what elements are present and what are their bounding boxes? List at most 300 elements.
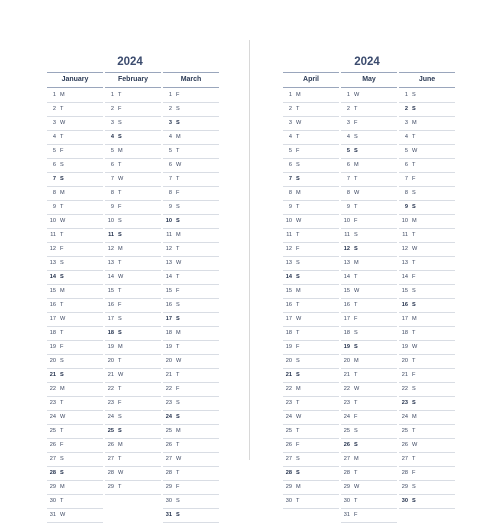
weekday-letter: S [412,92,416,98]
day-number: 6 [288,162,292,168]
weekday-letter: F [296,344,300,350]
day-number: 21 [165,372,172,378]
day-number: 20 [49,358,56,364]
weekday-letter: M [176,134,181,140]
weekday-letter: M [118,344,123,350]
day-number: 25 [343,428,350,434]
weekday-letter: S [354,148,358,154]
weekday-letter: F [118,400,122,406]
day-row [399,467,455,481]
day-number: 4 [168,134,172,140]
weekday-letter: T [354,274,358,280]
weekday-letter: W [296,120,302,126]
day-number: 10 [343,218,350,224]
weekday-letter: M [118,148,123,154]
day-row [105,327,161,341]
weekday-letter: F [176,288,180,294]
weekday-letter: S [412,190,416,196]
day-number: 27 [285,456,292,462]
day-number: 1 [168,92,172,98]
day-row [283,383,339,397]
day-number: 20 [165,358,172,364]
weekday-letter: T [60,134,64,140]
day-row [47,467,103,481]
day-row [399,327,455,341]
day-number: 31 [165,512,172,518]
weekday-letter: F [176,386,180,392]
day-number: 14 [107,274,114,280]
day-number: 28 [401,470,408,476]
day-row [341,355,397,369]
weekday-letter: M [296,190,301,196]
weekday-letter: S [296,260,300,266]
day-number: 10 [49,218,56,224]
day-row [47,271,103,285]
day-row [341,257,397,271]
weekday-letter: F [176,92,180,98]
day-number: 26 [165,442,172,448]
day-number: 8 [288,190,292,196]
weekday-letter: T [118,260,122,266]
day-row [47,201,103,215]
weekday-letter: F [60,442,64,448]
day-number: 13 [165,260,172,266]
day-number: 2 [110,106,114,112]
weekday-letter: T [354,176,358,182]
day-row [105,439,161,453]
day-row [399,257,455,271]
day-number: 17 [49,316,56,322]
day-number: 7 [168,176,172,182]
day-row [105,89,161,103]
day-number: 29 [107,484,114,490]
day-number: 18 [165,330,172,336]
day-row [283,271,339,285]
weekday-letter: S [354,428,358,434]
weekday-letter: F [176,190,180,196]
day-row [47,369,103,383]
day-row [341,453,397,467]
day-list [47,88,105,523]
weekday-letter: T [412,456,416,462]
day-row [399,117,455,131]
weekday-letter: T [60,330,64,336]
day-row [163,355,219,369]
weekday-letter: S [60,470,64,476]
day-row [105,355,161,369]
day-list [163,88,221,523]
month-name: January [47,72,103,88]
weekday-letter: F [118,106,122,112]
day-row [341,243,397,257]
day-number: 9 [110,204,114,210]
day-row [163,201,219,215]
day-number: 15 [165,288,172,294]
day-row [341,271,397,285]
weekday-letter: W [412,344,418,350]
weekday-letter: F [296,442,300,448]
weekday-letter: S [296,358,300,364]
weekday-letter: T [60,204,64,210]
day-number: 4 [52,134,56,140]
day-number: 18 [401,330,408,336]
weekday-letter: M [60,386,65,392]
weekday-letter: T [296,204,300,210]
weekday-letter: S [176,302,180,308]
weekday-letter: S [176,400,180,406]
weekday-letter: S [176,414,180,420]
weekday-letter: S [60,176,64,182]
weekday-letter: S [412,400,416,406]
day-row [283,453,339,467]
weekday-letter: F [354,316,358,322]
day-list [283,88,341,522]
weekday-letter: S [412,484,416,490]
weekday-letter: S [296,456,300,462]
day-row [163,369,219,383]
weekday-letter: M [354,162,359,168]
weekday-letter: M [296,92,301,98]
day-row [399,131,455,145]
day-row [341,201,397,215]
weekday-letter: S [412,106,416,112]
day-number: 22 [343,386,350,392]
weekday-letter: W [118,470,124,476]
weekday-letter: S [296,176,300,182]
day-number: 23 [401,400,408,406]
day-row [47,425,103,439]
day-number: 9 [288,204,292,210]
weekday-letter: S [118,134,122,140]
day-row [163,313,219,327]
day-row [163,383,219,397]
weekday-letter: T [296,106,300,112]
weekday-letter: M [296,386,301,392]
day-row [163,103,219,117]
weekday-letter: T [118,456,122,462]
weekday-letter: F [60,148,64,154]
day-number: 15 [343,288,350,294]
day-row [283,145,339,159]
day-row [163,117,219,131]
weekday-letter: S [412,288,416,294]
weekday-letter: M [60,288,65,294]
day-number: 3 [110,120,114,126]
weekday-letter: M [412,218,417,224]
day-number: 21 [401,372,408,378]
day-row [283,397,339,411]
day-number: 18 [285,330,292,336]
weekday-letter: T [176,470,180,476]
weekday-letter: T [60,106,64,112]
weekday-letter: S [176,316,180,322]
day-number: 14 [401,274,408,280]
day-number: 11 [286,232,292,238]
day-row [163,215,219,229]
day-number: 31 [343,512,350,518]
day-row [163,243,219,257]
day-row [47,439,103,453]
day-row [47,187,103,201]
day-number: 30 [343,498,350,504]
day-row [105,229,161,243]
day-number: 5 [168,148,172,154]
weekday-letter: T [296,134,300,140]
day-number: 2 [168,106,172,112]
weekday-letter: M [176,330,181,336]
day-row [105,397,161,411]
weekday-letter: F [412,470,416,476]
day-row [399,201,455,215]
day-number: 31 [49,512,56,518]
day-number: 12 [401,246,408,252]
day-list [105,88,163,521]
day-row [163,425,219,439]
day-row [47,117,103,131]
weekday-letter: T [176,246,180,252]
day-number: 25 [401,428,408,434]
day-row [399,341,455,355]
weekday-letter: S [118,218,122,224]
weekday-letter: S [354,232,358,238]
day-number: 5 [52,148,56,154]
weekday-letter: F [354,120,358,126]
day-row [105,313,161,327]
day-row [399,159,455,173]
weekday-letter: S [354,442,358,448]
day-row [399,481,455,495]
weekday-letter: T [296,400,300,406]
day-number: 11 [108,232,114,238]
day-number: 25 [165,428,172,434]
day-row [105,453,161,467]
day-number: 6 [110,162,114,168]
day-number: 3 [52,120,56,126]
weekday-letter: S [60,372,64,378]
day-row [399,271,455,285]
day-number: 19 [107,344,114,350]
weekday-letter: T [176,344,180,350]
day-row [341,117,397,131]
day-row [341,285,397,299]
weekday-letter: T [60,302,64,308]
day-number: 21 [343,372,350,378]
day-row [163,481,219,495]
weekday-letter: F [412,274,416,280]
month-name: April [283,72,339,88]
month-column-may [341,72,399,523]
day-number: 7 [52,176,56,182]
weekday-letter: M [60,190,65,196]
month-name: June [399,72,455,88]
day-number: 25 [107,428,114,434]
day-row [341,89,397,103]
day-row [163,299,219,313]
empty-day-row [283,509,339,522]
weekday-letter: T [118,484,122,490]
weekday-letter: T [118,288,122,294]
day-number: 17 [107,316,114,322]
weekday-letter: M [296,288,301,294]
day-number: 14 [165,274,172,280]
month-name: May [341,72,397,88]
weekday-letter: M [354,260,359,266]
day-row [283,201,339,215]
day-row [283,355,339,369]
day-row [47,257,103,271]
weekday-letter: T [354,400,358,406]
day-row [163,453,219,467]
weekday-letter: W [176,260,182,266]
weekday-letter: W [176,358,182,364]
weekday-letter: T [60,428,64,434]
day-number: 16 [343,302,350,308]
day-row [341,299,397,313]
day-number: 27 [343,456,350,462]
day-row [399,383,455,397]
weekday-letter: T [296,498,300,504]
weekday-letter: W [60,512,66,518]
day-number: 29 [165,484,172,490]
day-row [283,369,339,383]
day-row [47,299,103,313]
weekday-letter: S [296,162,300,168]
day-number: 5 [110,148,114,154]
weekday-letter: W [176,162,182,168]
day-number: 26 [343,442,350,448]
weekday-letter: T [60,400,64,406]
day-number: 11 [50,232,56,238]
day-number: 24 [165,414,172,420]
day-number: 26 [401,442,408,448]
weekday-letter: S [60,358,64,364]
day-row [341,313,397,327]
day-row [47,327,103,341]
day-number: 8 [404,190,408,196]
day-number: 17 [165,316,172,322]
day-number: 1 [288,92,292,98]
day-row [399,313,455,327]
weekday-letter: T [60,232,64,238]
day-number: 21 [285,372,292,378]
weekday-letter: W [354,484,360,490]
weekday-letter: W [60,414,66,420]
weekday-letter: S [118,120,122,126]
right-page [250,0,500,518]
day-number: 7 [288,176,292,182]
weekday-letter: F [60,246,64,252]
weekday-letter: T [296,428,300,434]
weekday-letter: T [176,148,180,154]
day-row [341,215,397,229]
day-number: 8 [110,190,114,196]
day-number: 16 [285,302,292,308]
day-row [47,215,103,229]
day-row [163,341,219,355]
day-row [105,243,161,257]
day-number: 5 [404,148,408,154]
day-row [163,397,219,411]
weekday-letter: T [118,358,122,364]
day-number: 27 [49,456,56,462]
day-number: 23 [49,400,56,406]
weekday-letter: S [176,204,180,210]
weekday-letter: T [412,162,416,168]
weekday-letter: M [412,316,417,322]
day-row [399,369,455,383]
day-row [163,159,219,173]
day-number: 18 [107,330,114,336]
weekday-letter: F [296,148,300,154]
day-row [399,89,455,103]
day-row [399,187,455,201]
day-row [399,215,455,229]
day-number: 26 [49,442,56,448]
day-number: 11 [344,232,350,238]
weekday-letter: M [176,232,181,238]
weekday-letter: F [354,414,358,420]
day-row [47,495,103,509]
month-column-january [47,72,105,523]
day-number: 10 [285,218,292,224]
day-row [283,411,339,425]
weekday-letter: T [118,162,122,168]
day-number: 14 [285,274,292,280]
day-row [399,355,455,369]
day-row [47,509,103,523]
day-number: 1 [346,92,350,98]
month-name: February [105,72,161,88]
day-number: 20 [401,358,408,364]
day-number: 7 [110,176,114,182]
day-number: 6 [346,162,350,168]
weekday-letter: F [118,204,122,210]
day-number: 20 [343,358,350,364]
day-number: 12 [107,246,114,252]
day-number: 10 [165,218,172,224]
day-row [399,453,455,467]
weekday-letter: W [412,246,418,252]
day-row [163,495,219,509]
weekday-letter: T [296,232,300,238]
day-list [341,88,399,523]
day-row [399,397,455,411]
month-name: March [163,72,219,88]
day-number: 9 [168,204,172,210]
day-row [47,285,103,299]
day-row [47,355,103,369]
day-row [283,187,339,201]
day-row [399,439,455,453]
day-row [341,341,397,355]
day-number: 4 [110,134,114,140]
day-row [105,271,161,285]
weekday-letter: S [118,232,122,238]
day-row [163,509,219,523]
day-row [105,369,161,383]
day-number: 9 [346,204,350,210]
empty-day-row [105,495,161,508]
day-row [399,103,455,117]
day-row [163,229,219,243]
weekday-letter: W [296,218,302,224]
day-number: 16 [107,302,114,308]
weekday-letter: T [60,498,64,504]
day-row [283,131,339,145]
day-number: 9 [52,204,56,210]
day-number: 30 [165,498,172,504]
day-row [163,439,219,453]
